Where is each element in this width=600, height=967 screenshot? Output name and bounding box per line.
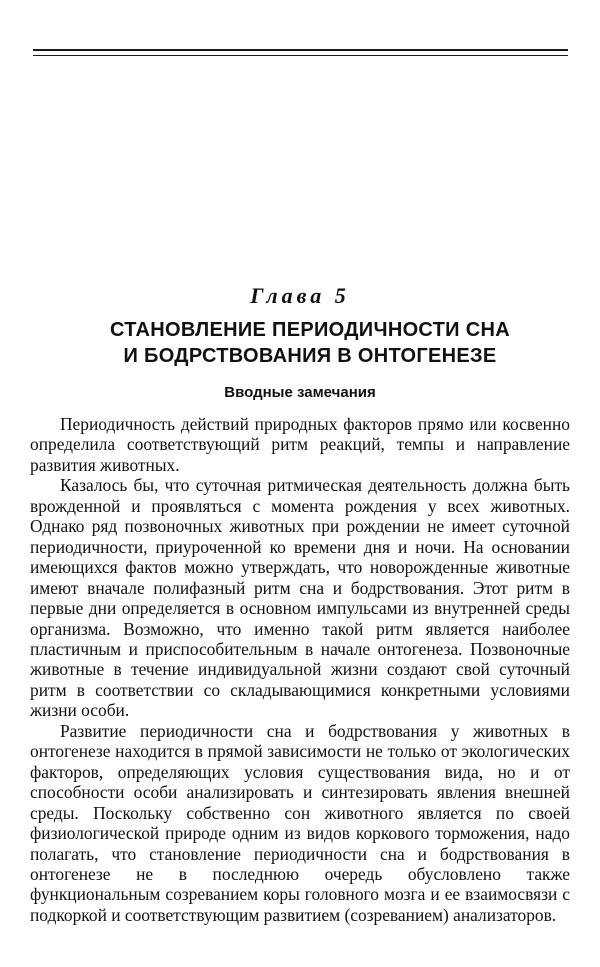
chapter-label: Глава 5 bbox=[250, 283, 350, 308]
section-heading: Вводные замечания bbox=[224, 384, 376, 401]
paragraph: Развитие периодичности сна и бодрствования у животных в онтогенезе находится в прямой зависимости не только от экологических факторов, определяющих условия существования вида, но и от способности особи анализировать и синтезировать явления внешней среды. Поскольку собственно сон животного является по своей физиологической природе одним из видов коркового торможения, надо полагать, что становление периодичности сна и бодрствования в онтогенезе не в последнюю очередь обусловлено также функциональным созреванием коры головного мозга и ее взаимосвязи с подкоркой и соответствующим развитием (созреванием) анализаторов. bbox=[30, 720, 570, 925]
header-rule bbox=[33, 49, 568, 51]
chapter-title-line-2: И БОДРСТВОВАНИЯ В ОНТОГЕНЕЗЕ bbox=[123, 345, 497, 367]
chapter-title-line-1: СТАНОВЛЕНИЕ ПЕРИОДИЧНОСТИ СНА bbox=[110, 319, 510, 341]
header-rule-thin bbox=[33, 55, 568, 56]
paragraph: Казалось бы, что суточная ритмическая деятельность должна быть врожденной и проявляться с момента рождения у всех животных. Однако ряд позвоночных животных при рождении не имеет суточной периодичности, приуроченной ко времени дня и ночи. На основании имеющихся фактов можно утверждать, что новорожденные животные имеют вначале полифазный ритм сна и бодрствования. Этот ритм в первые дни определяется в основном импульсами из внутренней среды организма. Возможно, что именно такой ритм является наиболее пластичным и приспособительным в начале онтогенеза. Позвоночные животные в течение индивидуальной жизни создают свой суточный ритм в соответствии со складывающимися конкретными условиями жизни особи. bbox=[30, 475, 570, 721]
body-text bbox=[30, 414, 570, 925]
paragraph: Периодичность действий природных факторов прямо или косвенно определила соответствующий ритм реакций, темпы и направление развития животных. bbox=[30, 414, 570, 475]
chapter-title bbox=[40, 317, 580, 369]
